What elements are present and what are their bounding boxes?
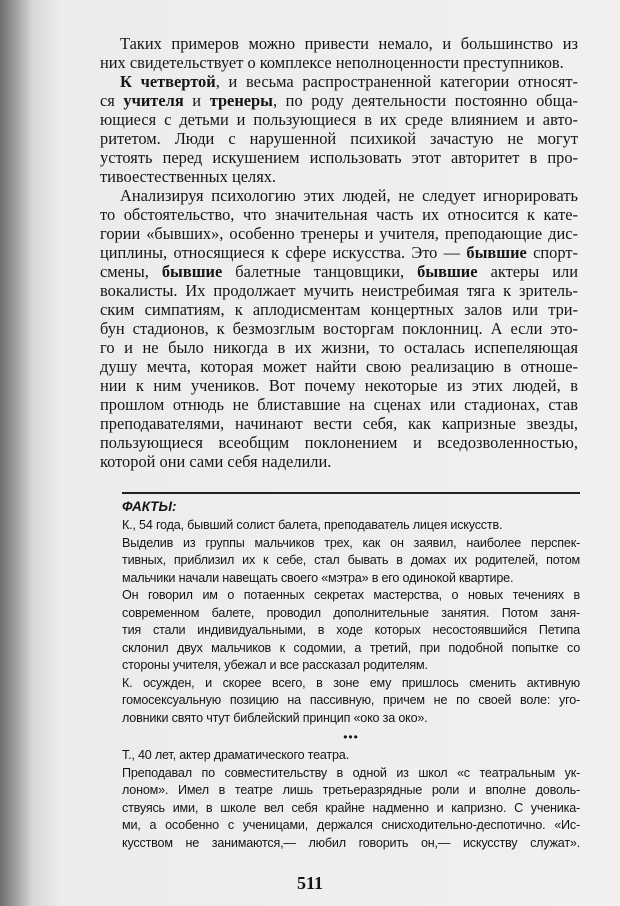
fact-line: лоном». Имел в театре лишь третьеразрядные роли и вполне доволь- (122, 783, 580, 797)
text-line (100, 452, 578, 471)
fact-line: К. осужден, и скорее всего, в зоне ему пришлось сменить активную (122, 675, 580, 690)
text-span: них свидетельствует о комплексе неполноценности преступников. (100, 53, 564, 72)
fact-line: ми, а особенно с ученицами, держался снисходительно-деспотично. «Ис- (122, 818, 580, 832)
fact-line: кусством не занимаются,— любил говорить он,— искусству служат». (122, 835, 580, 850)
bold-term: учителя (123, 91, 184, 110)
fact-line: тия стали индивидуальными, в ходе которых несостоявшийся Петипа (122, 623, 580, 637)
text-span: пользующиеся всеобщим поклонением и вседозволенностью, (100, 433, 578, 452)
text-line (100, 243, 578, 262)
text-line (100, 53, 578, 72)
text-span: которой они сами себя наделили. (100, 452, 332, 471)
text-span: и (183, 91, 210, 110)
text-line (100, 91, 578, 110)
bold-term: бывшие (161, 262, 223, 281)
text-line (100, 376, 578, 395)
text-span: прошлом отнюдь не блиставшие на сценах или стадионах, став (100, 395, 578, 414)
separator-stars: ••• (343, 730, 359, 744)
fact-case-1 (122, 517, 580, 727)
fact-line: ствуясь ими, в школе вел себя крайне надменно и капризно. С ученика- (122, 800, 580, 815)
text-span: ющиеся с детьми и пользующиеся в их среде влиянием и авто- (100, 110, 578, 129)
text-line (100, 72, 578, 91)
text-span: гории «бывших», особенно тренеры и учителя, преподающие дис- (100, 224, 578, 243)
text-line (100, 205, 578, 224)
text-span: бун стадионов, к безмозглым восторгам поклонниц. А если это- (100, 319, 578, 338)
text-line (100, 186, 578, 205)
text-line (100, 433, 578, 452)
text-line (100, 319, 578, 338)
page-number: 511 (296, 873, 323, 893)
fact-case-2 (122, 747, 580, 852)
fact-line: Выделив из группы мальчиков трех, как он заявил, наиболее перспек- (122, 535, 580, 550)
main-text (100, 34, 578, 471)
text-span: балетные танцовщики, (222, 262, 418, 281)
text-line (100, 395, 578, 414)
text-span: тивоестественных целях. (100, 167, 277, 186)
section-divider (122, 492, 580, 494)
facts-title: ФАКТЫ: (122, 499, 177, 514)
text-line (100, 110, 578, 129)
fact-line: Он говорил им о потаенных секретах мастерства, о новых течениях в (122, 588, 580, 602)
text-span: душу мечта, которая может найти свою реализацию в отноше- (100, 357, 578, 376)
text-span: циплины, относящиеся к сфере искусства. Это — (100, 243, 467, 262)
text-line (100, 34, 578, 53)
bold-term: бывшие (466, 243, 527, 262)
text-span: смены, (100, 262, 162, 281)
fact-line: Т., 40 лет, актер драматического театра. (122, 748, 349, 762)
text-line (100, 338, 578, 357)
fact-line: Преподавал по совместительству в одной из школ «с театральным ук- (122, 765, 580, 780)
text-span: актеры или (477, 262, 578, 281)
fact-line: тивных, приблизил их к себе, стал бывать в домах их родителей, потом (122, 553, 580, 567)
text-span: преподавателями, начинают вести себя, как капризные звезды, (100, 414, 578, 433)
text-span: Таких примеров можно привести немало, и большинство из (120, 34, 578, 53)
text-span: устоять перед искушением использовать этот авторитет в про- (100, 148, 578, 167)
text-line (100, 300, 578, 319)
text-span: то обстоятельство, что значительная часть их относится к кате- (100, 205, 578, 224)
text-line (100, 414, 578, 433)
text-span: Анализируя психологию этих людей, не следует игнорировать (120, 186, 578, 205)
text-span: ся (100, 91, 124, 110)
facts-box (122, 497, 580, 852)
text-span: го и не было никогда в их жизни, то осталась испепеляющая (100, 338, 578, 357)
fact-line: стороны учителя, убежал и все рассказал родителям. (122, 658, 428, 672)
text-line (100, 167, 578, 186)
text-span: ритетом. Люди с нарушенной психикой зачастую не могут (100, 129, 578, 148)
text-line (100, 281, 578, 300)
text-span: ским симпатиям, к аплодисментам концертных залов или три- (100, 300, 578, 319)
fact-line: мальчики начали навещать своего «мэтра» в его одинокой квартире. (122, 570, 514, 585)
fact-line: гомосексуальную позицию на пассивную, причем не по своей воле: уго- (122, 693, 580, 707)
text-span: , и весьма распространенной категории относят- (215, 72, 578, 91)
fact-line: склонил двух мальчиков к содомии, а третий, при подобной попытке со (122, 640, 580, 655)
bold-term: тренеры (209, 91, 273, 110)
text-line (100, 148, 578, 167)
fact-line: К., 54 года, бывший солист балета, преподаватель лицея искусств. (122, 518, 503, 532)
text-span: , по роду деятельности постоянно обща- (272, 91, 578, 110)
text-line (100, 224, 578, 243)
text-line (100, 129, 578, 148)
text-line (100, 262, 578, 281)
text-span: спорт- (526, 243, 578, 262)
bold-term: бывшие (417, 262, 478, 281)
fact-line: современном балете, проводил дополнительные занятия. Потом заня- (122, 605, 580, 620)
text-line (100, 357, 578, 376)
fact-line: ловники свято чтут библейский принцип «око за око». (122, 710, 428, 725)
text-span: вокалисты. Их продолжает мучить неистребимая тяга к зритель- (100, 281, 578, 300)
bold-term: К четвертой (120, 72, 216, 91)
text-span: нии к ним учеников. Вот почему некоторые из этих людей, в (100, 376, 578, 395)
